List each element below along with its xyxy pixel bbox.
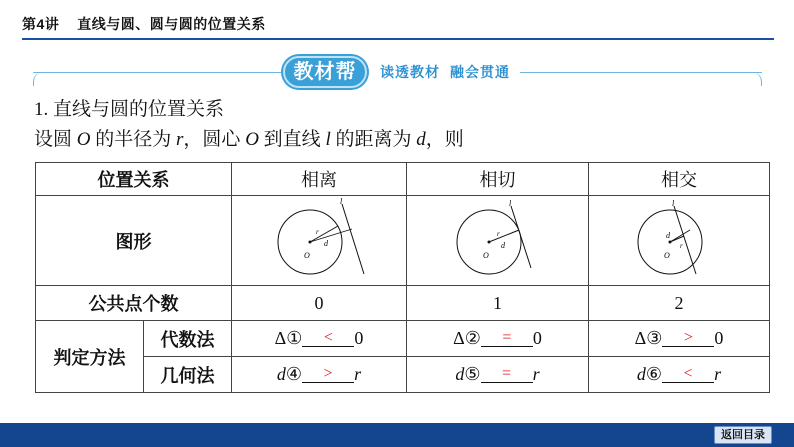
points-intersect: 2 xyxy=(589,286,770,321)
points-tangent: 1 xyxy=(407,286,589,321)
header-divider xyxy=(22,38,774,40)
lecture-topic: 直线与圆、圆与圆的位置关系 xyxy=(77,16,266,32)
svg-text:l: l xyxy=(508,199,511,208)
figure-tangent xyxy=(407,196,589,286)
answer-blank: = xyxy=(481,330,533,347)
svg-text:l: l xyxy=(340,197,343,206)
geometry-tangent: d⑤ = r xyxy=(407,357,589,393)
svg-text:r: r xyxy=(680,242,683,250)
circle-line-tangent-diagram xyxy=(443,196,553,280)
svg-text:d: d xyxy=(500,241,505,250)
answer-blank: > xyxy=(302,366,354,383)
circle-line-intersect-diagram xyxy=(624,196,734,280)
lecture-title xyxy=(22,14,266,34)
answer-blank: < xyxy=(302,330,354,347)
banner-line-left xyxy=(33,72,281,73)
banner-line-right xyxy=(520,72,762,73)
table-geometry-row xyxy=(36,357,770,393)
footer-bar xyxy=(0,423,794,447)
answer-blank: > xyxy=(662,330,714,347)
banner-corner-left xyxy=(33,72,47,86)
geometry-separate: d④ > r xyxy=(232,357,407,393)
row-label-figure: 图形 xyxy=(36,196,232,286)
algebra-separate: Δ① < 0 xyxy=(232,321,407,357)
table-figure-row xyxy=(36,196,770,286)
header-bar xyxy=(0,0,794,40)
row-label-algebra: 代数法 xyxy=(144,321,232,357)
svg-text:O: O xyxy=(304,251,310,260)
geometry-intersect: d⑥ < r xyxy=(589,357,770,393)
answer-blank: < xyxy=(662,366,714,383)
points-separate: 0 xyxy=(232,286,407,321)
table-algebra-row xyxy=(36,321,770,357)
svg-text:O: O xyxy=(664,251,670,260)
svg-text:d: d xyxy=(666,231,670,240)
header-intersect: 相交 xyxy=(589,163,770,196)
col-header-relation: 位置关系 xyxy=(36,163,232,196)
header-tangent: 相切 xyxy=(407,163,589,196)
figure-intersect xyxy=(589,196,770,286)
section-heading: 1. 直线与圆的位置关系 xyxy=(34,99,225,120)
circle-line-separate-diagram xyxy=(264,196,374,280)
relation-table xyxy=(35,162,770,393)
row-label-points: 公共点个数 xyxy=(36,286,232,321)
row-label-geometry: 几何法 xyxy=(144,357,232,393)
intro-sentence: 设圆 O 的半径为 r，圆心 O 到直线 l 的距离为 d，则 xyxy=(34,129,464,150)
row-label-judge: 判定方法 xyxy=(36,321,144,393)
banner-corner-right xyxy=(748,72,762,86)
algebra-intersect: Δ③ > 0 xyxy=(589,321,770,357)
header-separate: 相离 xyxy=(232,163,407,196)
svg-text:l: l xyxy=(672,199,675,208)
table-header-row xyxy=(36,163,770,196)
table-points-row xyxy=(36,286,770,321)
algebra-tangent: Δ② = 0 xyxy=(407,321,589,357)
section-badge: 教材帮 xyxy=(283,56,367,88)
section-tagline: 读透教材 融会贯通 xyxy=(380,64,510,80)
svg-text:d: d xyxy=(324,239,328,248)
figure-separate xyxy=(232,196,407,286)
svg-text:O: O xyxy=(482,251,489,260)
lecture-number: 第4讲 xyxy=(22,16,60,32)
back-to-contents-button[interactable]: 返回目录 xyxy=(714,426,772,444)
svg-text:r: r xyxy=(316,228,319,236)
svg-text:r: r xyxy=(496,230,500,238)
answer-blank: = xyxy=(481,366,533,383)
